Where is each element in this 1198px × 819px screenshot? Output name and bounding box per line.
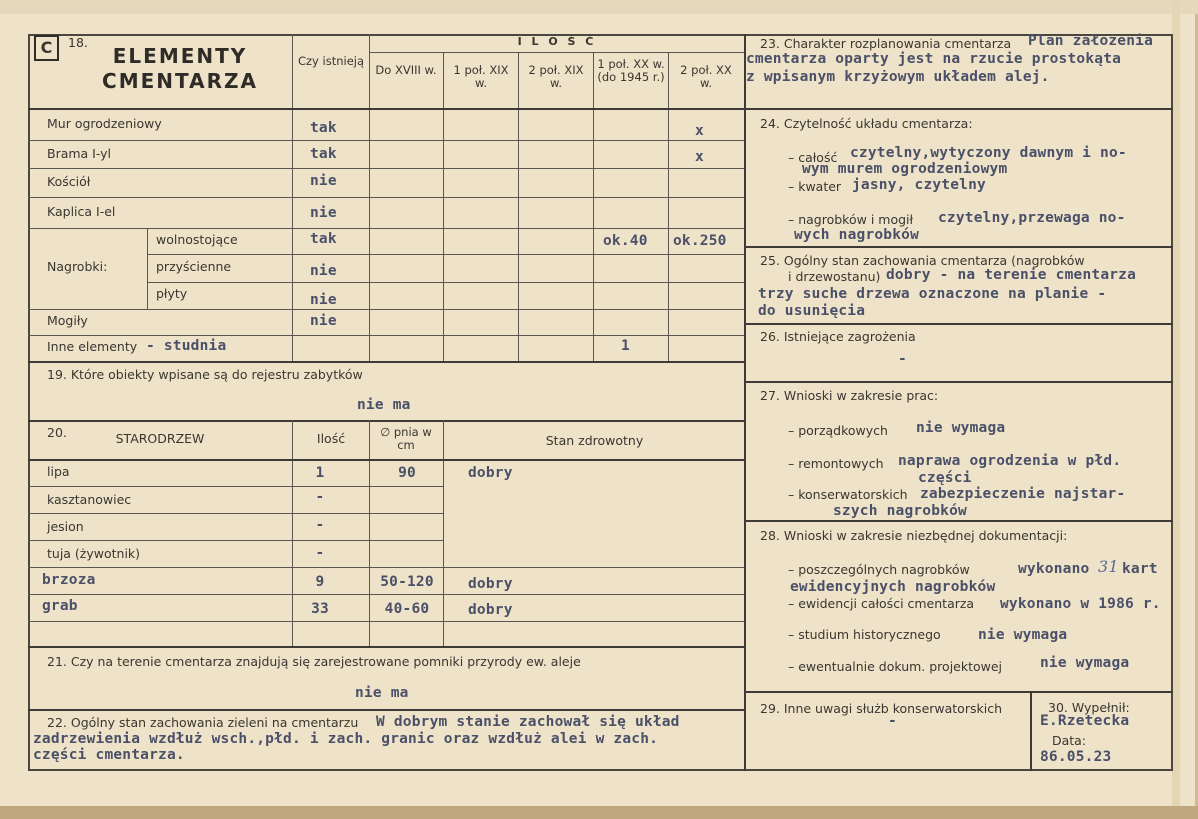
tree-name: brzoza xyxy=(42,572,96,588)
tree-count: 1 xyxy=(315,465,325,481)
col-1pol-xix: 1 poł. XIX w. xyxy=(453,63,509,91)
row-kosciol-czy: nie xyxy=(310,173,337,189)
tree-name: lipa xyxy=(47,464,70,479)
grid-line xyxy=(28,513,443,514)
s20-col-stan: Stan zdrowotny xyxy=(545,433,644,448)
s28-poszcz-a: wykonano xyxy=(1018,561,1090,577)
col-1pol-xx: 1 poł. XX w. (do 1945 r.) xyxy=(597,57,665,84)
s28-ewid-label: – ewidencji całości cmentarza xyxy=(788,596,975,611)
s24-kwater-label: – kwater xyxy=(788,179,842,194)
s18-number: 18. xyxy=(68,35,88,50)
s27-rem-line1: naprawa ogrodzenia w płd. xyxy=(898,453,1122,469)
s26-value: - xyxy=(898,351,907,367)
s27-rem-line2: części xyxy=(918,470,972,486)
row-nagrobki-label: Nagrobki: xyxy=(47,259,108,274)
tree-health: dobry xyxy=(468,465,513,481)
grid-line xyxy=(443,420,444,646)
s27-kons-label: – konserwatorskich xyxy=(788,487,908,502)
s28-poszcz-line2: ewidencyjnych nagrobków xyxy=(790,579,996,595)
grid-line xyxy=(443,52,444,361)
grid-line xyxy=(28,486,443,487)
row-przysc-label: przyścienne xyxy=(156,259,232,274)
s30-name: E.Rzetecka xyxy=(1040,713,1130,729)
tree-name: kasztanowiec xyxy=(47,492,132,507)
s25-line3: do usunięcia xyxy=(758,303,866,319)
s23-line1: Plan założenia xyxy=(1028,33,1154,49)
tree-name: tuja (żywotnik) xyxy=(47,546,141,561)
row-brama-2pol-xx: x xyxy=(695,149,704,165)
s24-nagrobkow-line2: wych nagrobków xyxy=(794,227,920,243)
s24-calosc-line2: wym murem ogrodzeniowym xyxy=(802,161,1008,177)
s28-proj-label: – ewentualnie dokum. projektowej xyxy=(788,659,1003,674)
s30-date-label: Data: xyxy=(1052,733,1087,748)
card-edge xyxy=(0,0,1198,14)
s28-stud-label: – studium historycznego xyxy=(788,627,941,642)
tree-count: - xyxy=(315,489,325,505)
tree-diameter: 50-120 xyxy=(380,574,434,590)
s28-label: 28. Wnioski w zakresie niezbędnej dokumentacji: xyxy=(760,528,1068,543)
tree-health: dobry xyxy=(468,576,513,592)
divider-24-25 xyxy=(744,246,1173,248)
row-mur-label: Mur ogrodzeniowy xyxy=(47,116,162,131)
grid-line xyxy=(28,621,744,622)
row-mur-2pol-xx: x xyxy=(695,123,704,139)
s23-label: 23. Charakter rozplanowania cmentarza xyxy=(760,36,1012,51)
grid-line xyxy=(147,228,148,309)
row-kaplica-czy: nie xyxy=(310,205,337,221)
grid-line xyxy=(28,108,744,110)
s22-line2: zadrzewienia wzdłuż wsch.,płd. i zach. granic oraz wzdłuż alei w zach. xyxy=(33,731,659,747)
s28-ewid-value: wykonano w 1986 r. xyxy=(1000,596,1161,612)
divider-25-26 xyxy=(744,323,1173,325)
s30-date: 86.05.23 xyxy=(1040,749,1112,765)
divider-28-29 xyxy=(744,691,1173,693)
grid-line xyxy=(147,282,744,283)
s24-nagrobkow-line1: czytelny,przewaga no- xyxy=(938,210,1126,226)
s20-col-fi: ∅ pnia w cm xyxy=(380,425,432,452)
tree-count: 9 xyxy=(315,574,325,590)
divider-29-30 xyxy=(1030,691,1032,771)
row-brama-czy: tak xyxy=(310,146,337,162)
s27-porz-value: nie wymaga xyxy=(916,420,1006,436)
s20-number: 20. xyxy=(47,425,67,440)
s27-label: 27. Wnioski w zakresie prac: xyxy=(760,388,939,403)
row-inne-label: Inne elementy xyxy=(47,339,138,354)
row-brama-label: Brama I-yl xyxy=(47,146,112,161)
s28-stud-value: nie wymaga xyxy=(978,627,1068,643)
grid-line xyxy=(28,197,744,198)
grid-line xyxy=(593,52,594,361)
grid-line xyxy=(28,335,744,336)
s27-kons-line1: zabezpieczenie najstar- xyxy=(920,486,1126,502)
divider-21-22 xyxy=(28,709,744,711)
row-wolno-2pol-xx: ok.250 xyxy=(673,233,727,249)
divider-27-28 xyxy=(744,520,1173,522)
row-inne-value: - studnia xyxy=(146,338,227,354)
s18-title: ELEMENTY CMENTARZA xyxy=(102,44,258,93)
s22-label: 22. Ogólny stan zachowania zieleni na cmentarzu xyxy=(47,715,359,730)
tree-name: grab xyxy=(42,598,78,614)
s29-label: 29. Inne uwagi służb konserwatorskich xyxy=(760,701,1002,716)
s28-poszcz-num: 31 xyxy=(1098,557,1119,576)
s25-label2: i drzewostanu) xyxy=(788,269,881,284)
s24-calosc-line1: czytelny,wytyczony dawnym i no- xyxy=(850,145,1127,161)
s25-line2: trzy suche drzewa oznaczone na planie - xyxy=(758,286,1107,302)
s21-label: 21. Czy na terenie cmentarza znajdują się zarejestrowane pomniki przyrody ew. aleje xyxy=(47,654,581,669)
s24-calosc-label: – całość xyxy=(788,150,838,165)
s20-col-ilosc: Ilość xyxy=(316,431,346,446)
grid-line xyxy=(28,567,744,568)
grid-line xyxy=(28,140,744,141)
col-do-xviii: Do XVIII w. xyxy=(375,63,437,77)
s28-proj-value: nie wymaga xyxy=(1040,655,1130,671)
card-letter-box: C xyxy=(34,35,59,61)
column-divider xyxy=(744,34,746,771)
card-right-edge xyxy=(1172,0,1180,806)
divider-26-27 xyxy=(744,381,1173,383)
divider-23-24 xyxy=(744,108,1173,110)
tree-count: - xyxy=(315,545,325,561)
row-mur-czy: tak xyxy=(310,120,337,136)
row-plyty-czy: nie xyxy=(310,292,337,308)
s23-line3: z wpisanym krzyżowym układem alej. xyxy=(746,69,1050,85)
s29-value: - xyxy=(888,713,897,729)
grid-line xyxy=(28,309,744,310)
tree-diameter: 90 xyxy=(398,465,416,481)
s27-kons-line2: szych nagrobków xyxy=(833,503,967,519)
grid-line xyxy=(28,168,744,169)
col-czy-istnieja: Czy istnieją xyxy=(297,54,365,68)
grid-line xyxy=(28,540,443,541)
grid-line xyxy=(28,594,744,595)
tree-diameter: 40-60 xyxy=(384,601,430,617)
divider-19-20 xyxy=(28,420,744,422)
tree-count: 33 xyxy=(311,601,329,617)
s23-line2: cmentarza oparty jest na rzucie prostokąta xyxy=(746,51,1122,67)
col-2pol-xx: 2 poł. XX w. xyxy=(680,63,732,91)
row-plyty-label: płyty xyxy=(156,286,188,301)
row-wolno-czy: tak xyxy=(310,231,337,247)
divider-18-19 xyxy=(28,361,744,363)
col-ilosc: I L O Ś Ć xyxy=(517,35,597,48)
row-wolno-label: wolnostojące xyxy=(156,232,238,247)
s30-label: 30. Wypełnił: xyxy=(1048,700,1130,715)
row-przysc-czy: nie xyxy=(310,263,337,279)
s24-nagrobkow-label: – nagrobków i mogił xyxy=(788,212,914,227)
s22-line3: części cmentarza. xyxy=(33,747,185,763)
s26-label: 26. Istniejące zagrożenia xyxy=(760,329,916,344)
tree-count: - xyxy=(315,517,325,533)
row-mogily-label: Mogiły xyxy=(47,313,88,328)
grid-line xyxy=(518,52,519,361)
tree-name: jesion xyxy=(47,519,84,534)
s19-value: nie ma xyxy=(357,397,411,413)
tree-health: dobry xyxy=(468,602,513,618)
row-inne-1pol-xx: 1 xyxy=(621,338,630,354)
row-mogily-czy: nie xyxy=(310,313,337,329)
s24-kwater-value: jasny, czytelny xyxy=(852,177,986,193)
s28-poszcz-label: – poszczególnych nagrobków xyxy=(788,562,970,577)
grid-line xyxy=(147,254,744,255)
s21-value: nie ma xyxy=(355,685,409,701)
s20-col-starodrzew: STARODRZEW xyxy=(115,431,205,446)
row-kosciol-label: Kościół xyxy=(47,174,91,189)
s25-line1: dobry - na terenie cmentarza xyxy=(886,267,1137,283)
s27-rem-label: – remontowych xyxy=(788,456,884,471)
s19-label: 19. Które obiekty wpisane są do rejestru zabytków xyxy=(47,367,363,382)
s22-line1: W dobrym stanie zachował się układ xyxy=(376,714,680,730)
grid-line xyxy=(369,420,370,646)
s27-porz-label: – porządkowych xyxy=(788,423,888,438)
s24-label: 24. Czytelność układu cmentarza: xyxy=(760,116,973,131)
divider-20-21 xyxy=(28,646,744,648)
grid-line xyxy=(292,420,293,646)
grid-line xyxy=(668,52,669,361)
row-kaplica-label: Kaplica I-el xyxy=(47,204,116,219)
s28-poszcz-b: kart xyxy=(1122,561,1158,577)
row-wolno-1pol-xx: ok.40 xyxy=(603,233,648,249)
col-2pol-xix: 2 poł. XIX w. xyxy=(528,63,584,91)
grid-line xyxy=(369,52,744,53)
s25-label1: 25. Ogólny stan zachowania cmentarza (nagrobków xyxy=(760,253,1085,268)
grid-line xyxy=(28,228,744,229)
grid-line xyxy=(28,459,744,461)
